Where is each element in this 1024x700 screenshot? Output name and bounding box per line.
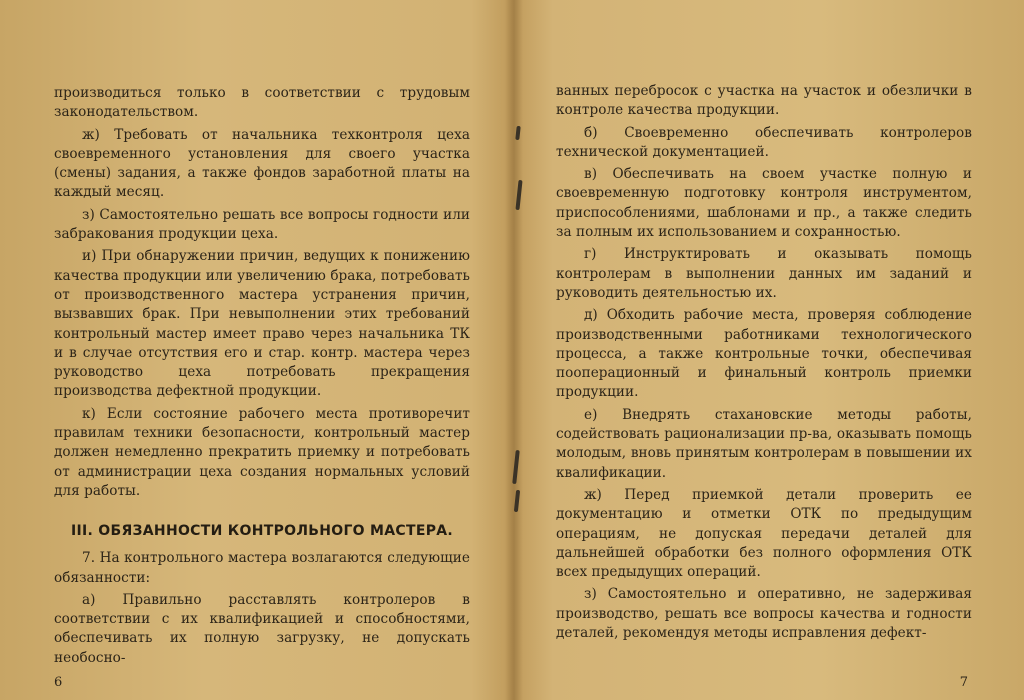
left-paragraph-5: к) Если состояние рабочего места противоречит правилам техники безопасности, контрольный мастер должен немедленно прекратить приемку и потребовать от администрации цеха создания нормальных условий для работы. [54, 405, 470, 499]
left-page-text-after [54, 549, 470, 668]
right-paragraph-4: г) Инструктировать и оказывать помощь контролерам в выполнении данных им заданий и руководить деятельностью их. [556, 246, 972, 301]
left-paragraph-3: з) Самостоятельно решать все вопросы годности или забракования продукции цеха. [54, 206, 470, 243]
page-number-left: 6 [54, 675, 63, 690]
left-paragraph-4: и) При обнаружении причин, ведущих к понижению качества продукции или увеличению брака, потребовать от производственного мастера устранения причин, вызвавших брак. При невыполнении этих требований контрольный мастер имеет право через начальника ТК и в случае отсутствия его и стар. контр. мастера через руководство цеха потребовать прекращения производства дефектной продукции. [54, 248, 471, 400]
right-paragraph-8: з) Самостоятельно и оперативно, не задерживая производство, решать все вопросы качества и годности деталей, рекомендуя методы исправления дефект- [556, 586, 972, 642]
right-paragraph-1: ванных перебросок с участка на участок и обезлички в контроле качества продукции. [556, 83, 972, 119]
left-paragraph-7: а) Правильно расставлять контролеров в соответствии с их квалификацией и способностями, обеспечивать их полную загрузку, не допускать необосно- [54, 591, 470, 666]
left-page [0, 0, 510, 700]
right-paragraph-7: ж) Перед приемкой детали проверить ее документацию и отметки ОТК по предыдущим операциям, не допуская передачи деталей для дальнейшей обработки без полного оформления ОТК всех предыдущих операций. [556, 486, 972, 581]
right-paragraph-5: д) Обходить рабочие места, проверяя соблюдение производственными работниками технологического процесса, а также контрольные точки, обеспечивая пооперационный и финальный контроль приемки продукции. [556, 307, 972, 401]
left-paragraph-2: ж) Требовать от начальника техконтроля цеха своевременного установления для своего участка (смены) задания, а также фондов заработной платы на каждый месяц. [54, 126, 470, 201]
section-heading: III. ОБЯЗАННОСТИ КОНТРОЛЬНОГО МАСТЕРА. [70, 523, 454, 540]
right-paragraph-2: б) Своевременно обеспечивать контролеров технической документацией. [556, 124, 972, 160]
right-paragraph-6: е) Внедрять стахановские методы работы, содействовать рационализации пр-ва, оказывать помощь молодым, вновь принятым контролерам в повышении их квалификации. [556, 406, 972, 481]
left-paragraph-1: производиться только в соответствии с трудовым законодательством. [54, 85, 470, 121]
left-paragraph-6: 7. На контрольного мастера возлагаются следующие обязанности: [54, 550, 470, 586]
right-page-text [556, 82, 972, 643]
right-paragraph-3: в) Обеспечивать на своем участке полную и своевременную подготовку контроля инструментом, приспособлениями, шаблонами и пр., а также следить за полным их использованием и сохранностью. [556, 166, 972, 241]
page-number-right: 7 [959, 675, 968, 690]
right-page [514, 0, 1024, 700]
left-page-text [54, 84, 470, 501]
